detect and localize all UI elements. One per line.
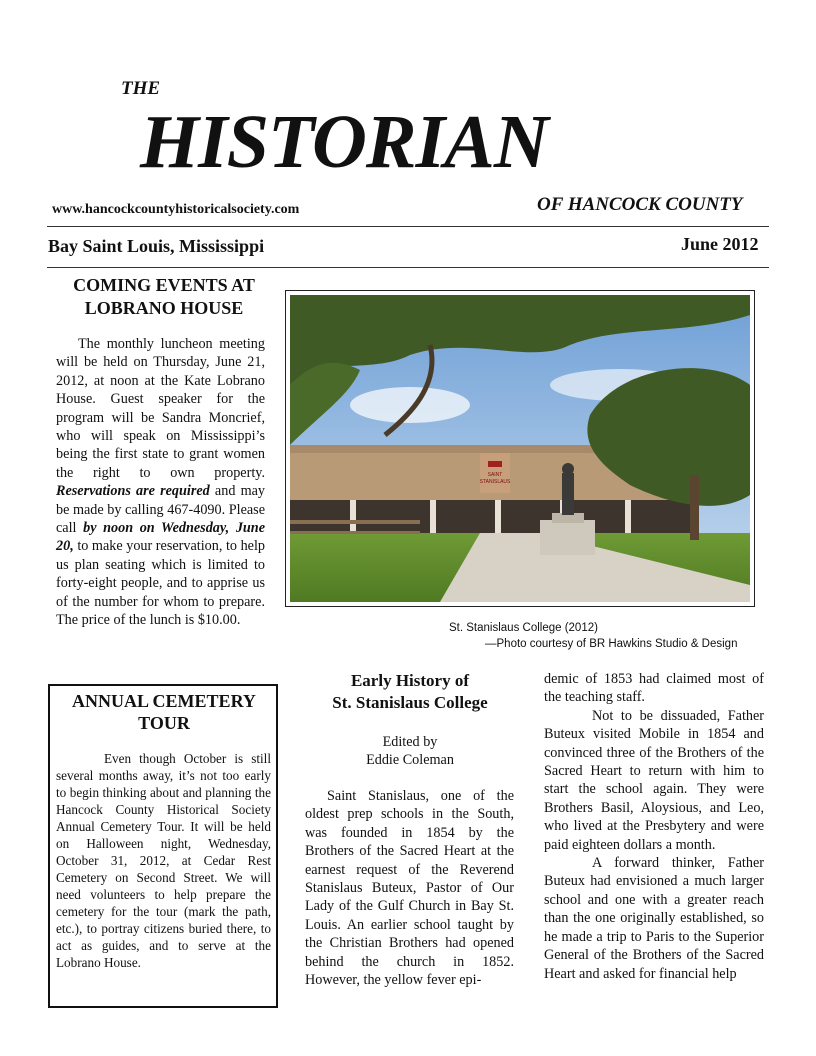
college-photo-image [290,295,750,602]
article-paragraph-3: Not to be dissuaded, Father Buteux visited Mobile in 1854 and convinced three of the Brothers of the Sacred Heart to return with him to start the school again. They were Brothers Basil, Aloysious, and Leo, who lived at the Presbytery and were paid eighteen dollars a month. [544,707,764,853]
article-column-1 [305,787,514,989]
photo-credit: —Photo courtesy of BR Hawkins Studio & Design [485,638,738,650]
article-heading-line1: Early History of [350,671,470,690]
masthead-rule-top [47,226,769,227]
events-article [56,335,265,630]
events-paragraph [56,335,265,630]
masthead-title: HISTORIAN [140,100,548,184]
masthead-rule-bottom [47,267,769,268]
masthead-subtitle: OF HANCOCK COUNTY [537,194,743,215]
article-paragraph-2: demic of 1853 had claimed most of the teaching staff. [544,671,764,706]
cemetery-paragraph: Even though October is still several months away, it’s not too early to begin thinking about and planning the Hancock County Historical Society Annual Cemetery Tour. It will be held on Halloween night, Wednesday, October 31, 2012, at Cedar Rest Cemetery on Second Street. We will need volunteers to help prepare the cemetery for the tour (mark the path, etc.), to portray citizens buried there, to act as guides, and to serve at the Lobrano House. [56,751,271,970]
website-url[interactable]: www.hancockcountyhistoricalsociety.com [52,202,300,217]
cemetery-article [56,750,271,971]
cemetery-heading-line2: TOUR [138,713,190,733]
article-heading [300,670,520,714]
events-reservations-required: Reservations are required [56,483,210,500]
article-paragraph-4: A forward thinker, Father Buteux had envisioned a much larger school and one with a greater reach than the one originally established, so he made a trip to Paris to the Superior General of the Brothers of the Sacred Heart and asked for financial help [544,855,764,982]
events-text-e: to make your reservation, to help us plan seating which is limited to forty-eight people, and to apprise us of the number for whom to prepare. The price of the lunch is $10.00. [56,538,265,629]
events-heading [48,274,280,320]
cemetery-heading [56,690,272,734]
issue-date: June 2012 [681,234,759,254]
location-line: Bay Saint Louis, Mississippi [48,236,265,256]
events-text-c: and may be made by calling 467-4090. Please call [56,483,265,537]
cemetery-heading-line1: ANNUAL CEMETERY [72,691,256,711]
masthead-the: THE [121,78,161,99]
building-sign-line1: SAINT [487,472,503,478]
article-heading-line2: St. Stanislaus College [332,693,488,712]
photo-caption: St. Stanislaus College (2012) [449,622,598,634]
article-paragraph-1: Saint Stanislaus, one of the oldest prep schools in the South, was founded in 1854 by the Brothers of the Sacred Heart at the earnest request of the Reverend Stanislaus Buteux, Pastor of Our Lady of the Gulf Church in Bay St. Louis. An earlier school taught by the Christian Brothers had opened behind the church in 1852. However, the yellow fever epi- [305,788,514,989]
byline-author: Eddie Coleman [366,752,454,768]
article-byline [300,733,520,769]
college-photo [285,290,755,607]
building-sign-line2: STANISLAUS [479,479,511,485]
events-text-a: The monthly luncheon meeting will be held on Thursday, June 21, 2012, at noon at the Kate Lobrano House. Guest speaker for the program will be Sandra Moncrief, who will speak on Mississippi’s being the first state to grant women the right to own property. [56,336,265,481]
events-deadline: by noon on Wednesday, June 20, [56,520,265,555]
events-heading-line1: COMING EVENTS AT [73,275,255,295]
byline-line1: Edited by [382,734,438,750]
article-column-2 [544,670,764,983]
events-heading-line2: LOBRANO HOUSE [84,298,244,318]
